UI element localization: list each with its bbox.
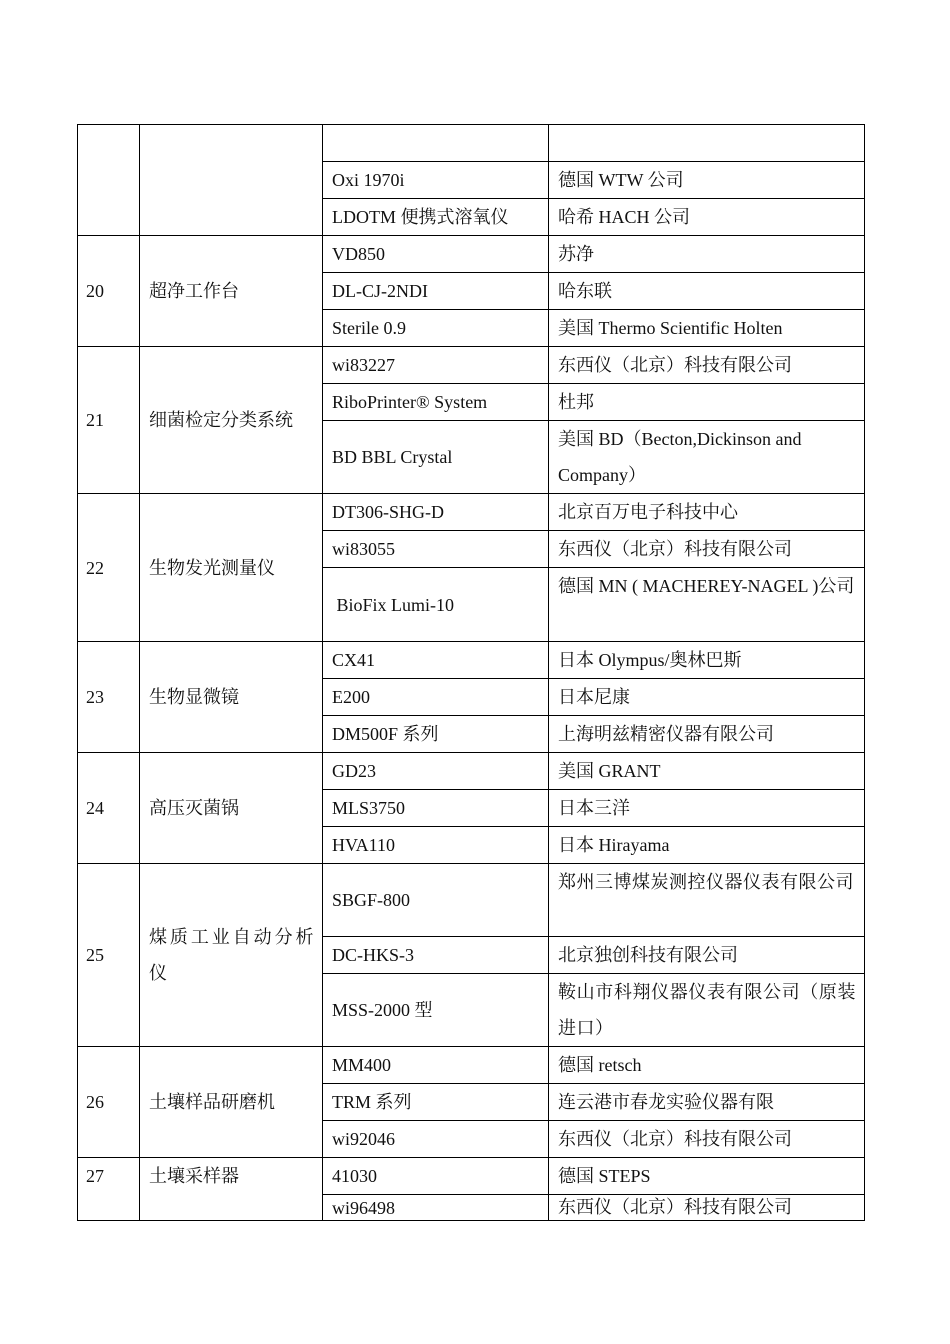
number-cell: 22 [78,494,140,642]
maker-cell: 北京百万电子科技中心 [549,494,865,531]
model-cell: TRM 系列 [323,1084,549,1121]
table-row [78,494,865,531]
table-row [78,125,865,162]
maker-cell: 连云港市春龙实验仪器有限 [549,1084,865,1121]
number-cell: 20 [78,236,140,347]
maker-cell: 东西仪（北京）科技有限公司 [549,347,865,384]
table-row [78,864,865,937]
device-cell: 煤质工业自动分析仪 [140,864,323,1047]
number-cell: 27 [78,1158,140,1221]
model-cell: HVA110 [323,827,549,864]
maker-cell: 郑州三博煤炭测控仪器仪表有限公司 [549,864,865,937]
number-cell: 23 [78,642,140,753]
device-cell: 生物发光测量仪 [140,494,323,642]
model-cell: 41030 [323,1158,549,1195]
maker-cell: 北京独创科技有限公司 [549,937,865,974]
model-cell: wi83055 [323,531,549,568]
table-row [78,347,865,384]
maker-cell: 德国 retsch [549,1047,865,1084]
model-cell: wi92046 [323,1121,549,1158]
model-cell: LDOTM 便携式溶氧仪 [323,199,549,236]
equipment-table [77,124,865,1221]
model-cell: BD BBL Crystal [323,421,549,494]
model-cell: RiboPrinter® System [323,384,549,421]
device-cell [140,125,323,236]
number-cell: 24 [78,753,140,864]
maker-cell: 哈希 HACH 公司 [549,199,865,236]
table-row [78,1158,865,1195]
number-cell: 25 [78,864,140,1047]
model-cell [323,125,549,162]
device-cell: 细菌检定分类系统 [140,347,323,494]
number-cell [78,125,140,236]
table-row [78,1047,865,1084]
number-cell: 26 [78,1047,140,1158]
maker-cell: 美国 Thermo Scientific Holten [549,310,865,347]
model-cell: VD850 [323,236,549,273]
maker-cell: 德国 MN ( MACHEREY-NAGEL )公司 [549,568,865,642]
maker-cell: 日本三洋 [549,790,865,827]
device-cell: 生物显微镜 [140,642,323,753]
model-cell: DT306-SHG-D [323,494,549,531]
device-cell: 土壤样品研磨机 [140,1047,323,1158]
maker-cell: 日本 Hirayama [549,827,865,864]
model-cell: SBGF-800 [323,864,549,937]
maker-cell: 美国 BD（Becton,Dickinson and Company） [549,421,865,494]
model-cell: MSS-2000 型 [323,974,549,1047]
maker-cell [549,125,865,162]
maker-cell: 鞍山市科翔仪器仪表有限公司（原装进口） [549,974,865,1047]
model-cell: E200 [323,679,549,716]
model-cell: wi96498 [323,1195,549,1221]
model-cell: DL-CJ-2NDI [323,273,549,310]
table-row [78,753,865,790]
device-cell: 土壤采样器 [140,1158,323,1221]
maker-cell: 哈东联 [549,273,865,310]
model-cell: CX41 [323,642,549,679]
maker-cell: 上海明兹精密仪器有限公司 [549,716,865,753]
model-cell: Sterile 0.9 [323,310,549,347]
maker-cell: 德国 STEPS [549,1158,865,1195]
model-cell: DM500F 系列 [323,716,549,753]
device-cell: 高压灭菌锅 [140,753,323,864]
model-cell: GD23 [323,753,549,790]
table-row [78,236,865,273]
maker-cell: 东西仪（北京）科技有限公司 [549,531,865,568]
model-cell: MM400 [323,1047,549,1084]
device-cell: 超净工作台 [140,236,323,347]
maker-cell: 东西仪（北京）科技有限公司 [549,1121,865,1158]
maker-cell: 美国 GRANT [549,753,865,790]
model-cell: Oxi 1970i [323,162,549,199]
table-row [78,642,865,679]
number-cell: 21 [78,347,140,494]
maker-cell: 苏净 [549,236,865,273]
maker-cell: 德国 WTW 公司 [549,162,865,199]
model-cell: BioFix Lumi-10 [323,568,549,642]
maker-cell: 东西仪（北京）科技有限公司 [549,1195,865,1221]
model-cell: wi83227 [323,347,549,384]
maker-cell: 日本尼康 [549,679,865,716]
model-cell: MLS3750 [323,790,549,827]
maker-cell: 杜邦 [549,384,865,421]
maker-cell: 日本 Olympus/奥林巴斯 [549,642,865,679]
model-cell: DC-HKS-3 [323,937,549,974]
